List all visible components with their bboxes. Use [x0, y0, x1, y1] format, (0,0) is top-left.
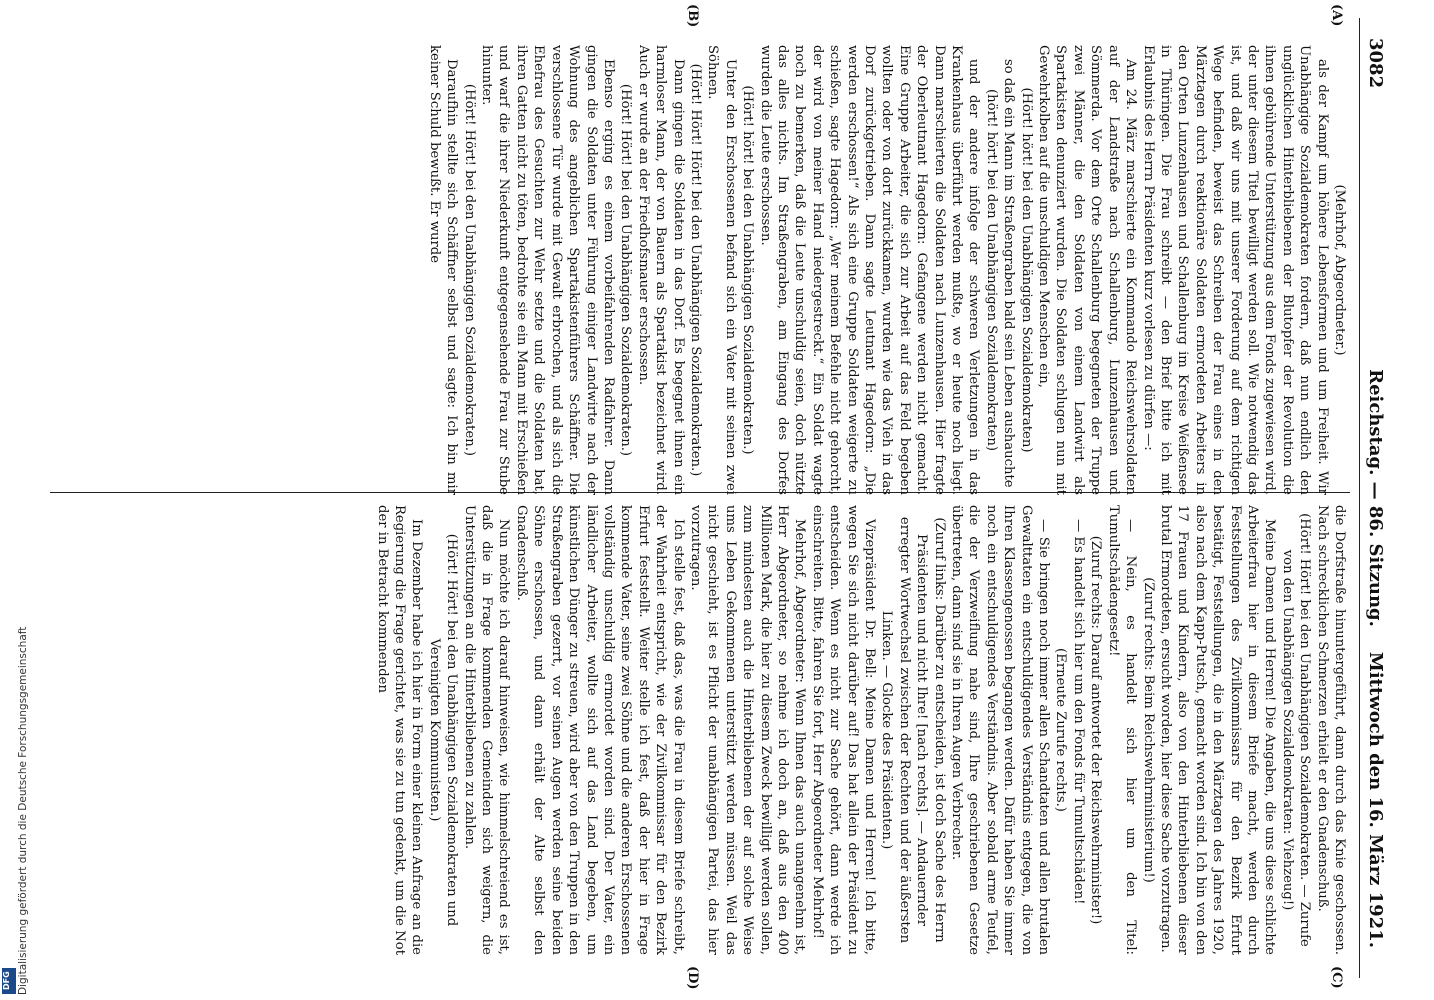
paragraph: Mehrhof, Abgeordneter: Wenn Ihnen das auch unangenehm ist, Herr Abgeordneter, so nehme ich doch an, daß aus den 400 Millionen Mark, die hier zu diesem Zweck bewilligt werden sollen, zum mindesten auch die Hinterbliebenen der auf solche Weise ums Leben Gekommenen unterstützt werden müssen. Weil das nicht geschieht, ist es Pflicht der unabhängigen Partei, das hier vorzutragen.	[687, 505, 808, 955]
left-column	[38, 45, 1348, 495]
paragraph: Nun möchte ich darauf hinweisen, wie himmelschreiend es ist, daß die in Frage kommenden Gemeinden sich weigern, die Unterstützungen an die Hinterbliebenen zu zahlen.	[461, 505, 512, 955]
page-number: 3082	[1365, 38, 1386, 89]
interjection: (Zuruf rechts: Beim Reichswehrministerium!)	[1140, 577, 1156, 883]
paragraph: und der andere infolge der schweren Verletzungen in das Krankenhaus überführt werden mußte, wo er heute noch liegt. Dann marschierten die Soldaten nach Lunzenhausen. Hier fragte der Oberleutnant Hagedorn: Gefangene werden nicht gemacht. Eine Gruppe Arbeiter, die sich zur Arbeit auf das Feld begeben wollten oder von dort zurückkamen, wurden wie das Vieh in das Dorf zurückgetrieben. Dann sagte Leutnant Hagedorn: „Die werden erschossen!“ Als sich eine Gruppe Soldaten weigerte zu schießen, sagte Hagedorn: „Wer meinem Befehle nicht gehorcht, der wird von meiner Hand niedergestreckt.“ Ein Soldat wagte noch zu bemerken, daß die Leute unschuldig seien, doch nützte das alles nichts. Im Straßengraben, am Eingang des Dorfes wurden die Leute erschossen.	[757, 45, 982, 495]
paragraph: Am 24. März marschierte ein Kommando Reichswehrsoldaten auf der Landstraße nach Schallenburg, Lunzenhausen und Sömmerda. Vor dem Orte Schallenburg begegneten der Truppe zwei Männer, die den Soldaten von einem Landwirt als Spartakisten denunziert wurden. Die Soldaten schlugen nun mit Gewehrkolben auf die unschuldigen Menschen ein,	[1036, 45, 1139, 495]
interjection: (Zuruf rechts: Darauf antwortet der Reichswehrminister!)	[1088, 535, 1104, 925]
paragraph: — Sie bringen noch immer allen Schandtaten und allen brutalen Gewalttaten ein entschuldigendes Verständnis entgegen, die von Ihren Klassengenossen begangen werden. Dafür haben Sie immer noch ein entschuldigendes Verständnis. Aber sobald arme Teufel, die der Verzweiflung nahe sind, Ihre geschriebenen Gesetze übertreten, dann sind sie in Ihren Augen Verbrecher.	[949, 505, 1052, 955]
dfg-logo-icon: DFG	[2, 968, 16, 994]
paragraph: als der Kampf um höhere Lebensformen und um Freiheit. Wir Unabhängige Sozialdemokraten fordern, daß nun endlich den unglücklichen Hinterbliebenen der Blutopfer der Revolution die ihnen gebührende Unterstützung aus dem Fonds zugewiesen wird, der unter diesem Titel bewilligt werden soll. Wie notwendig das ist, und daß wir uns mit unserer Forderung auf dem richtigen Wege befinden, beweist das Schreiben der Frau eines in den Märztagen durch reaktionäre Soldaten ermordeten Arbeiters in den Orten Lunzenhausen und Schallenburg im Kreise Weißensee in Thüringen. Die Frau schreibt — den Brief bitte ich mit Erlaubnis des Herrn Präsidenten kurz vorlesen zu dürfen —:	[1140, 45, 1330, 495]
paragraph: Ich stelle fest, daß das, was die Frau in diesem Briefe schreibt, der Wahrheit entspricht, wie der Zivilkommissar für den Bezirk Erfurt feststellt. Weiter stelle ich fest, daß der hier in Frage kommende Vater, seine zwei Söhne und die anderen Erschossenen vollständig unschuldig ermordet worden sind. Der Vater, ein ländlicher Arbeiter, wollte sich auf das Land begeben, um künstlichen Dünger zu streuen, wird aber von den Truppen in den Straßengraben gezerrt, vor seinen Augen werden seine beiden Söhne erschossen, und dann erhält der Alte selbst den Gnadenschuß.	[513, 505, 686, 955]
margin-mark-c: (C)	[1329, 966, 1344, 989]
interjection: (Zuruf links: Darüber zu entscheiden, ist doch Sache des Herrn Präsidenten und nicht Ihre! [nach rechts]. — Andauernder erregter Wortwechsel zwischen der Rechten und der äußersten Linken. — Glocke des Präsidenten.)	[879, 516, 947, 944]
paragraph: so daß ein Mann im Straßengraben bald sein Leben aushauchte	[1001, 59, 1017, 488]
paragraph: Daraufhin stellte sich Schäffner selbst und sagte: Ich bin mir keiner Schuld bewußt. Er wurde	[426, 45, 460, 495]
page-header	[1359, 18, 1390, 978]
paragraph: — Es handelt sich hier um den Fonds für Tumultschäden!	[1070, 519, 1086, 905]
paragraph: Im Dezember habe ich hier in Form einer kleinen Anfrage an die Regierung die Frage gerichtet, was sie zu tun gedenkt, um die Not der in Betracht kommenden	[374, 505, 425, 955]
speaker-line: (Mehrhof, Abgeordneter.)	[1332, 184, 1347, 356]
paragraph: die Dorfstraße hinuntergeführt, dann durch das Knie geschossen. Nach schrecklichen Schmerzen erhielt er den Gnadenschuß.	[1314, 505, 1347, 955]
interjection: (Hört! Hört! bei den Unabhängigen Sozialdemokraten.)	[618, 83, 634, 457]
interjection: (Erneute Zurufe rechts.)	[1053, 648, 1069, 812]
funding-note-text: Digitalisierung gefördert durch die Deutsche Forschungsgemeinschaft	[17, 626, 29, 995]
paragraph: Dann gingen die Soldaten in das Dorf. Es begegnet ihnen ein harmloser Mann, der von Bauern als Spartakist bezeichnet wird. Auch er wurde an der Friedhofsmauer erschossen.	[635, 45, 686, 495]
session-date: Mittwoch den 16. März 1921.	[1365, 651, 1386, 948]
paragraph: — Nein, es handelt sich hier um den Titel: Tumultschädengesetz!	[1105, 505, 1139, 955]
interjection: (Hört! hört! bei den Unabhängigen Sozialdemokraten.)	[740, 85, 756, 455]
paragraph: Unter den Erschossenen befand sich ein Vater mit seinen zwei Söhnen.	[705, 45, 738, 495]
interjection: (Hört! Hört! Hört! bei den Unabhängigen Sozialdemokraten.)	[687, 63, 703, 477]
paragraph: Vizepräsident Dr. Bell: Meine Damen und Herren! Ich bitte, wegen Sie sich nicht darüber auf! Das hat allein der Präsident zu entscheiden. Wenn es nicht zur Sache gehört, dann werde ich einschreiten. Bitte, fahren Sie fort, Herr Abgeordneter Mehrhof!	[809, 505, 878, 955]
interjection: (Hört! hört! bei den Unabhängigen Sozialdemokraten)	[1018, 87, 1034, 453]
paragraph: Ebenso erging es einem vorbeifahrenden Radfahrer. Dann gingen die Soldaten unter Führung einiger Landwirte nach der Wohnung des angeblichen Spartakistenführers Schäffner. Die verschlossene Tür wurde mit Gewalt erbrochen, und als sich die Ehefrau des Gesuchten zur Wehr setzte und die Soldaten bat, ihren Gatten nicht zu töten, bedrohte sie ein Mann mit Erschießen und warf die ihrer Niederkunft entgegensehende Frau zur Stube hinunter.	[479, 45, 616, 495]
margin-mark-a: (A)	[1329, 4, 1344, 27]
right-column	[38, 505, 1348, 955]
funding-note	[4, 0, 29, 1000]
margin-mark-d: (D)	[685, 966, 700, 990]
margin-mark-b: (B)	[685, 4, 700, 28]
page-title: Reichstag. — 86. Sitzung.	[1365, 369, 1386, 627]
interjection: (Hört! Hört! bei den Unabhängigen Sozialdemokraten.)	[461, 83, 477, 457]
interjection: (Hört! Hört! bei den Unabhängigen Sozialdemokraten. — Zurufe von den Unabhängigen Sozialdemokraten: Viehzeug!)	[1279, 513, 1313, 947]
interjection: (Hört! Hört! bei den Unabhängigen Sozialdemokraten und Vereinigten Kommunisten.)	[426, 533, 460, 927]
interjection: (hört! hört! bei den Unabhängigen Sozialdemokraten)	[983, 89, 999, 451]
paragraph: Meine Damen und Herren! Die Angaben, die uns diese schlichte Arbeiterfrau hier in diesem Briefe macht, werden durch Feststellungen des Zivilkommissars für den Bezirk Erfurt bestätigt, Feststellungen, die in den Märztagen des Jahres 1920, also nach dem Kapp-Putsch, gemacht worden sind. Ich bin von den 17 Frauen und Kindern, also von den Hinterbliebenen dieser brutal Ermordeten, ersucht worden, hier diese Sache vorzutragen.	[1157, 505, 1278, 955]
